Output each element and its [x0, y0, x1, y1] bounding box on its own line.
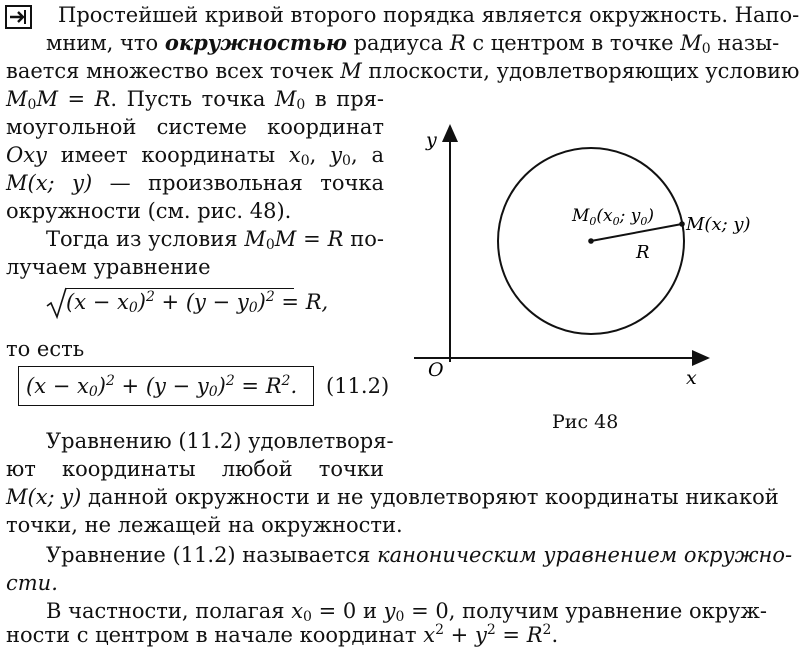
equation-number: (11.2): [326, 374, 390, 398]
math-sup: 2: [145, 289, 155, 305]
text: ют координаты любой точки: [6, 457, 384, 481]
equation-distance: [66, 290, 328, 314]
text: Уравнению (11.2) удовлетворя-: [46, 429, 394, 453]
math-var: x: [423, 623, 436, 647]
math-sup: 2: [105, 373, 115, 389]
math-sup: 2: [435, 622, 444, 638]
math-sup: 2: [486, 622, 496, 638]
text: Тогда из условия: [46, 227, 245, 251]
text: =: [296, 227, 328, 251]
para1-line7: [6, 170, 384, 196]
math-sub: 0: [88, 384, 98, 400]
math-var: M: [274, 227, 297, 251]
center-label: $M_0(x_0$; $y_0$): [572, 206, 655, 228]
text: ,: [309, 143, 331, 167]
text: Уравнение (11.2) называется: [46, 543, 378, 567]
text: вается множество всех точек: [6, 59, 341, 83]
point-label: M(x; y): [686, 214, 751, 235]
math: + (y − y: [114, 374, 209, 398]
para1-line3: [6, 58, 799, 84]
text: Простейшей кривой второго порядка является окружность. Напо-: [58, 3, 799, 27]
text: лучаем уравнение: [6, 255, 211, 279]
para1-line5: [6, 114, 384, 140]
text: то есть: [6, 337, 85, 361]
math-var: R: [449, 31, 466, 55]
math-var: y: [330, 143, 343, 167]
text: радиуса: [346, 31, 450, 55]
text: плоскости, удовлетворяющих условию: [361, 59, 799, 83]
text: данной окружности и не удовлетворяют координаты никакой: [81, 485, 779, 509]
text: имеет координаты: [46, 143, 289, 167]
math-var: y: [474, 623, 487, 647]
text: , а: [350, 143, 384, 167]
math-sup: 2: [281, 373, 291, 389]
para1-line8: [6, 198, 291, 224]
para1-line1: [58, 2, 799, 28]
text: = 0 и: [311, 599, 384, 623]
para3-line4: [6, 512, 403, 538]
para2-line1: [46, 226, 384, 252]
math-sup: 2: [542, 622, 552, 638]
para1-line6: [6, 142, 384, 168]
math: .: [290, 374, 298, 398]
math-sub: 0: [265, 237, 275, 253]
para2-line2: [6, 254, 211, 280]
math-sub: 0: [342, 153, 351, 169]
canonical-equation: [26, 374, 297, 398]
math-var: R: [94, 87, 111, 111]
text: моугольной системе координат: [6, 115, 384, 139]
text: мним, что: [46, 31, 165, 55]
math-var: M: [680, 31, 702, 55]
math: ): [257, 290, 266, 314]
x-axis-label: x: [686, 367, 697, 389]
para3-line3: [6, 484, 779, 510]
radius-label: R: [636, 242, 650, 263]
text: =: [495, 623, 527, 647]
math-var: Oxy: [6, 143, 47, 167]
math-sub: 0: [296, 97, 306, 113]
math: ): [137, 290, 146, 314]
text: .: [551, 623, 559, 647]
math: = R: [234, 374, 282, 398]
math-var: M: [6, 87, 28, 111]
math: ): [217, 374, 226, 398]
math-sub: 0: [701, 41, 711, 57]
sqrt-sign-icon: [46, 286, 68, 320]
para4-line1: [46, 542, 793, 568]
math-sub: 0: [300, 153, 310, 169]
math-sub: 0: [208, 384, 218, 400]
math-var: M: [274, 87, 297, 111]
defined-term: окружностью: [164, 30, 347, 55]
figure-caption: Рис 48: [552, 411, 619, 433]
text: точки, не лежащей на окружности.: [6, 513, 403, 537]
text: с центром в точке: [465, 31, 681, 55]
text: +: [444, 623, 475, 647]
para5-line1: [46, 598, 767, 625]
math-var: x: [291, 599, 304, 623]
radius-line: [591, 224, 682, 241]
math-var: M: [36, 87, 58, 111]
para3-line2: [6, 456, 384, 482]
text: назы-: [710, 31, 780, 55]
math-var: R: [327, 227, 344, 251]
math-var: y: [383, 599, 396, 623]
math-var: M(x; y): [6, 171, 93, 195]
text: окружности (см. рис. 48).: [6, 199, 292, 223]
text: по-: [343, 227, 385, 251]
math-var: M: [244, 227, 266, 251]
math-var: R: [526, 623, 543, 647]
math-sub: 0: [395, 609, 405, 625]
defined-term: каноническим уравнением окружно-: [377, 543, 793, 567]
math: = R,: [274, 290, 329, 314]
circle-point: [679, 221, 685, 227]
y-axis-label: y: [426, 129, 437, 151]
math-var: x: [288, 143, 301, 167]
circle-figure: [410, 120, 760, 410]
text: в пря-: [305, 87, 384, 111]
math-sup: 2: [225, 373, 235, 389]
para1-line4: [6, 86, 384, 112]
text: В частности, полагая: [46, 599, 292, 623]
math-sub: 0: [303, 609, 312, 625]
defined-term: сти.: [6, 571, 58, 595]
math-sup: 2: [265, 289, 275, 305]
section-marker-icon: [4, 4, 34, 30]
center-point: [588, 238, 594, 244]
para4-line2: [6, 570, 58, 596]
para3-line1: [46, 428, 394, 454]
para1-line2: [46, 30, 780, 57]
para5-line2: [6, 622, 558, 648]
math: + (y − y: [154, 290, 249, 314]
math: (x − x: [66, 290, 129, 314]
math-var: M(x; y): [6, 485, 82, 509]
math-var: M: [340, 59, 362, 83]
sqrt-bar: [66, 288, 294, 289]
para2-line3: [6, 336, 84, 362]
text: = 0, получим уравнение окруж-: [404, 599, 767, 623]
origin-label: O: [428, 359, 444, 381]
text: =: [57, 87, 95, 111]
text: — произвольная точка: [92, 171, 384, 195]
math-sub: 0: [248, 300, 258, 316]
text: ности с центром в начале координат: [6, 623, 424, 647]
math: (x − x: [26, 374, 89, 398]
text: . Пусть точка: [110, 87, 275, 111]
math: ): [97, 374, 106, 398]
math-sub: 0: [128, 300, 138, 316]
math-sub: 0: [27, 97, 37, 113]
